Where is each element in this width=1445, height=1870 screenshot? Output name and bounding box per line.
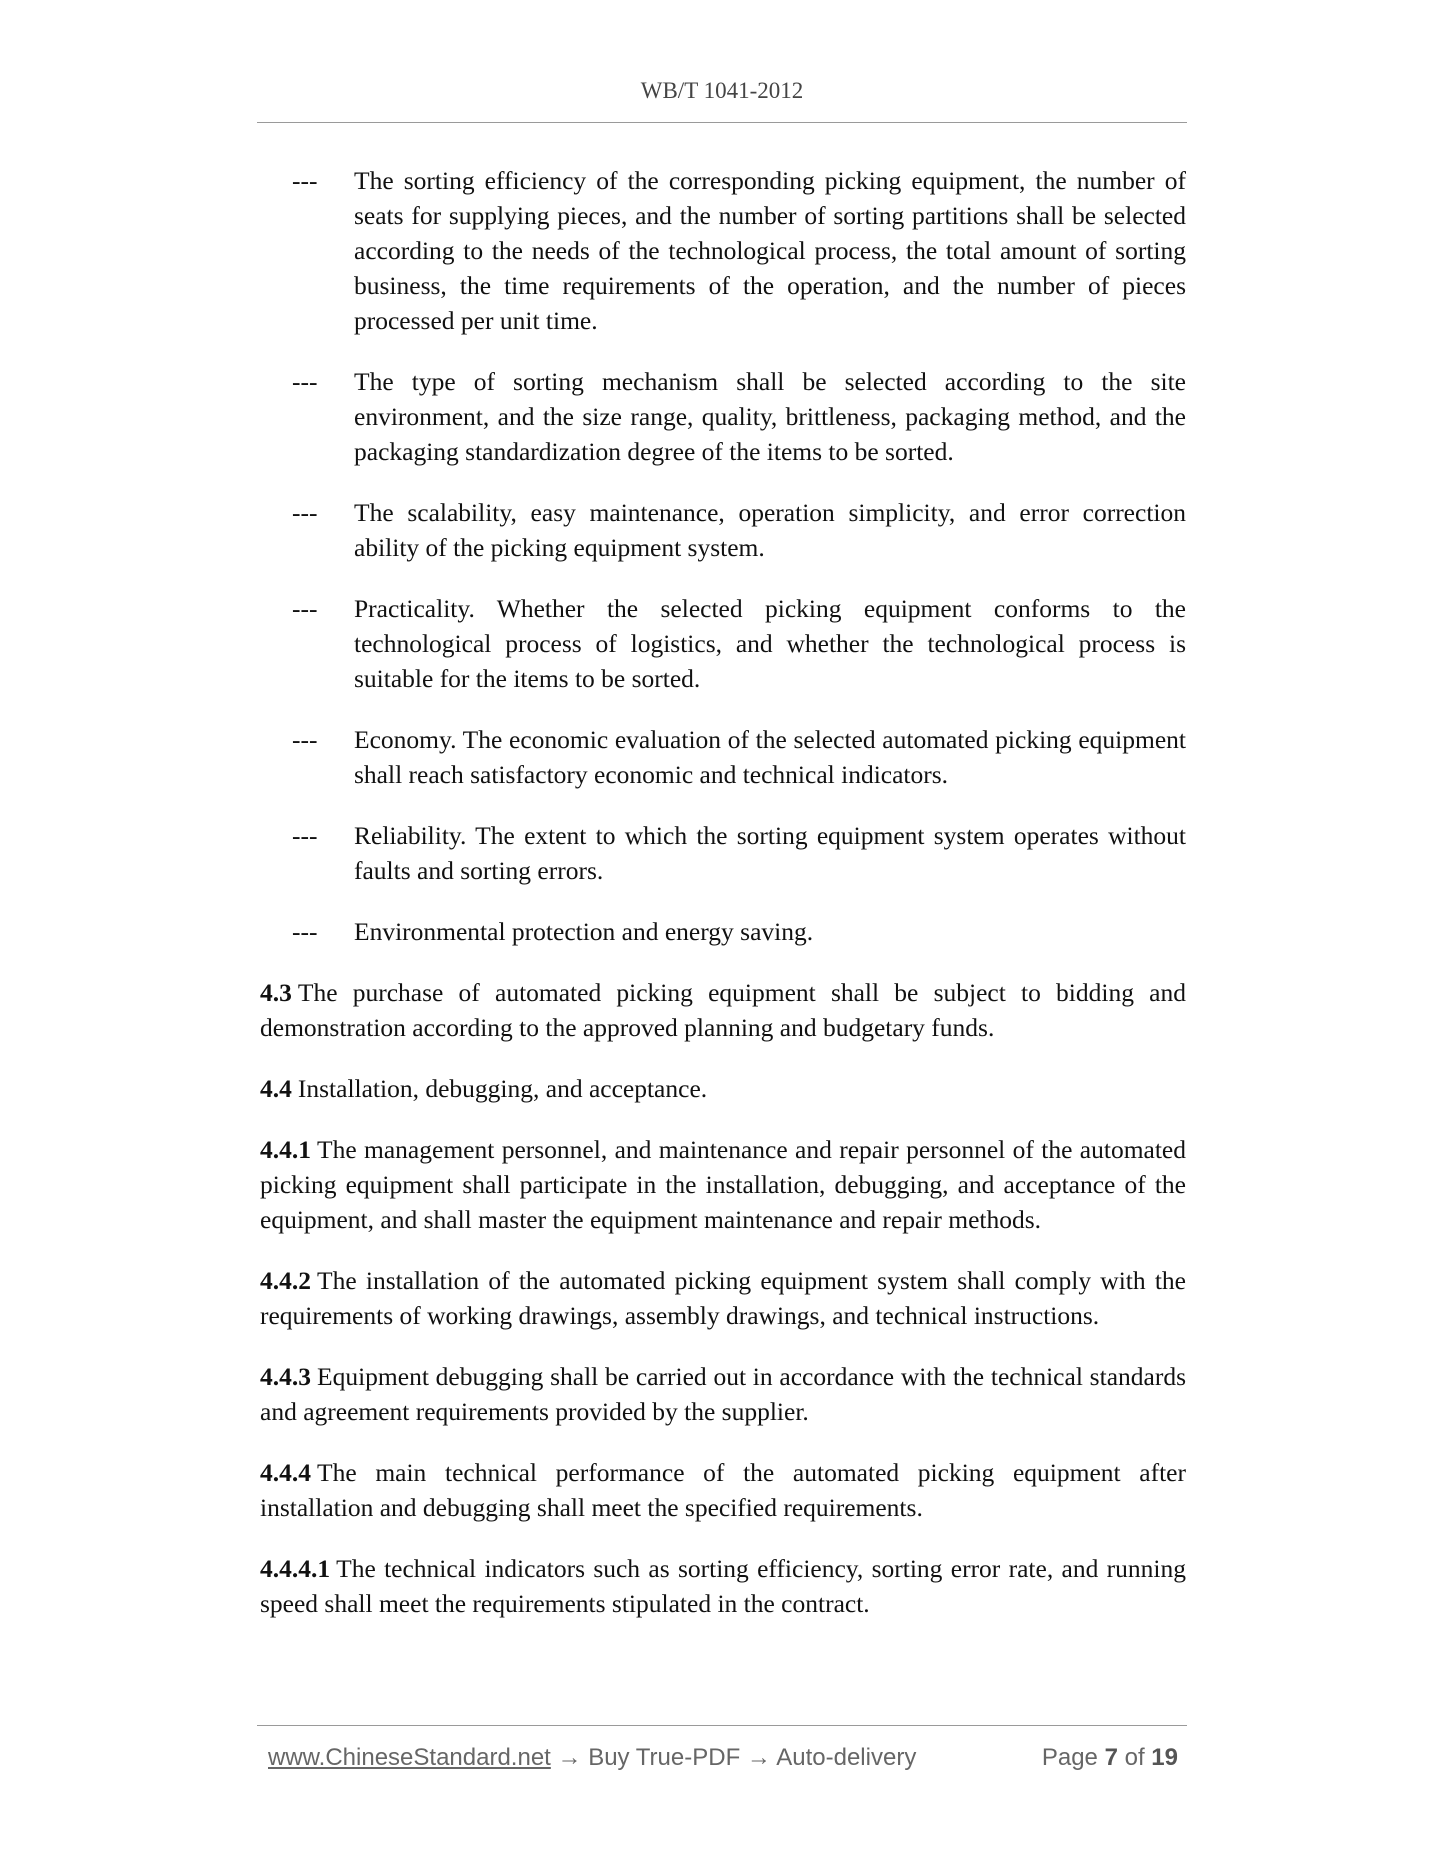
clause-number: 4.4.2	[260, 1266, 311, 1295]
list-item	[292, 495, 1186, 565]
list-item	[292, 163, 1186, 338]
clause-number: 4.4.1	[260, 1135, 311, 1164]
list-item	[292, 914, 1186, 949]
clause-text: The management personnel, and maintenance and repair personnel of the automated picking equipment shall participate in the installation, debugging, and acceptance of the equipment, and shall master the equipment maintenance and repair methods.	[260, 1135, 1186, 1234]
page-body	[260, 163, 1186, 1647]
arrow-right-icon: →	[746, 1744, 771, 1771]
list-dash: ---	[292, 725, 318, 754]
page-indicator	[1042, 1744, 1178, 1772]
list-dash: ---	[292, 166, 318, 195]
clause-4-4-4-1	[260, 1551, 1186, 1621]
list-dash: ---	[292, 367, 318, 396]
list-item-text: Reliability. The extent to which the sorting equipment system operates without faults and sorting errors.	[354, 821, 1186, 885]
clause-text: Equipment debugging shall be carried out in accordance with the technical standards and agreement requirements provided by the supplier.	[260, 1362, 1186, 1426]
clause-4-4-3	[260, 1359, 1186, 1429]
clause-number: 4.4.4.1	[260, 1554, 331, 1583]
clause-number: 4.4.3	[260, 1362, 311, 1391]
footer-links	[268, 1744, 916, 1772]
list-item-text: The scalability, easy maintenance, operation simplicity, and error correction ability of the picking equipment system.	[354, 498, 1186, 562]
list-item	[292, 818, 1186, 888]
current-page-number: 7	[1104, 1744, 1118, 1771]
clause-4-4-4	[260, 1455, 1186, 1525]
clause-4-4-2	[260, 1263, 1186, 1333]
list-dash: ---	[292, 594, 318, 623]
clause-4-4-1	[260, 1132, 1186, 1237]
list-item	[292, 364, 1186, 469]
list-item-text: The type of sorting mechanism shall be selected according to the site environment, and the size range, quality, brittleness, packaging method, and the packaging standardization degree of the items to be sorted.	[354, 367, 1186, 466]
clause-text: Installation, debugging, and acceptance.	[297, 1074, 708, 1103]
clause-number: 4.3	[260, 978, 292, 1007]
list-dash: ---	[292, 917, 318, 946]
document-id-header: WB/T 1041-2012	[640, 78, 804, 103]
clause-text: The purchase of automated picking equipment shall be subject to bidding and demonstration according to the approved planning and budgetary funds.	[260, 978, 1186, 1042]
clause-4-4	[260, 1071, 1186, 1106]
list-dash: ---	[292, 821, 318, 850]
clause-number: 4.4.4	[260, 1458, 311, 1487]
page-label: Page	[1041, 1744, 1098, 1771]
list-dash: ---	[292, 498, 318, 527]
header-divider	[257, 122, 1187, 123]
clause-text: The main technical performance of the automated picking equipment after installation and debugging shall meet the specified requirements.	[260, 1458, 1186, 1522]
list-item-text: Economy. The economic evaluation of the selected automated picking equipment shall reach satisfactory economic and technical indicators.	[354, 725, 1186, 789]
clause-text: The installation of the automated picking equipment system shall comply with the requirements of working drawings, assembly drawings, and technical instructions.	[260, 1266, 1186, 1330]
list-item	[292, 722, 1186, 792]
list-item	[292, 591, 1186, 696]
clause-4-3	[260, 975, 1186, 1045]
arrow-right-icon: →	[557, 1744, 582, 1771]
list-item-text: Practicality. Whether the selected picking equipment conforms to the technological process of logistics, and whether the technological process is suitable for the items to be sorted.	[354, 594, 1186, 693]
list-item-text: Environmental protection and energy saving.	[354, 917, 814, 946]
total-pages-number: 19	[1151, 1744, 1178, 1771]
of-label: of	[1124, 1744, 1145, 1771]
clause-text: The technical indicators such as sorting efficiency, sorting error rate, and running speed shall meet the requirements stipulated in the contract.	[260, 1554, 1186, 1618]
site-link[interactable]: www.ChineseStandard.net	[268, 1744, 551, 1771]
clause-number: 4.4	[260, 1074, 292, 1103]
auto-delivery-text: Auto-delivery	[776, 1744, 917, 1771]
list-item-text: The sorting efficiency of the corresponding picking equipment, the number of seats for supplying pieces, and the number of sorting partitions shall be selected according to the needs of the technological process, the total amount of sorting business, the time requirements of the operation, and the number of pieces processed per unit time.	[354, 166, 1186, 335]
buy-true-pdf-text: Buy True-PDF	[588, 1744, 741, 1771]
footer-divider	[257, 1725, 1187, 1726]
